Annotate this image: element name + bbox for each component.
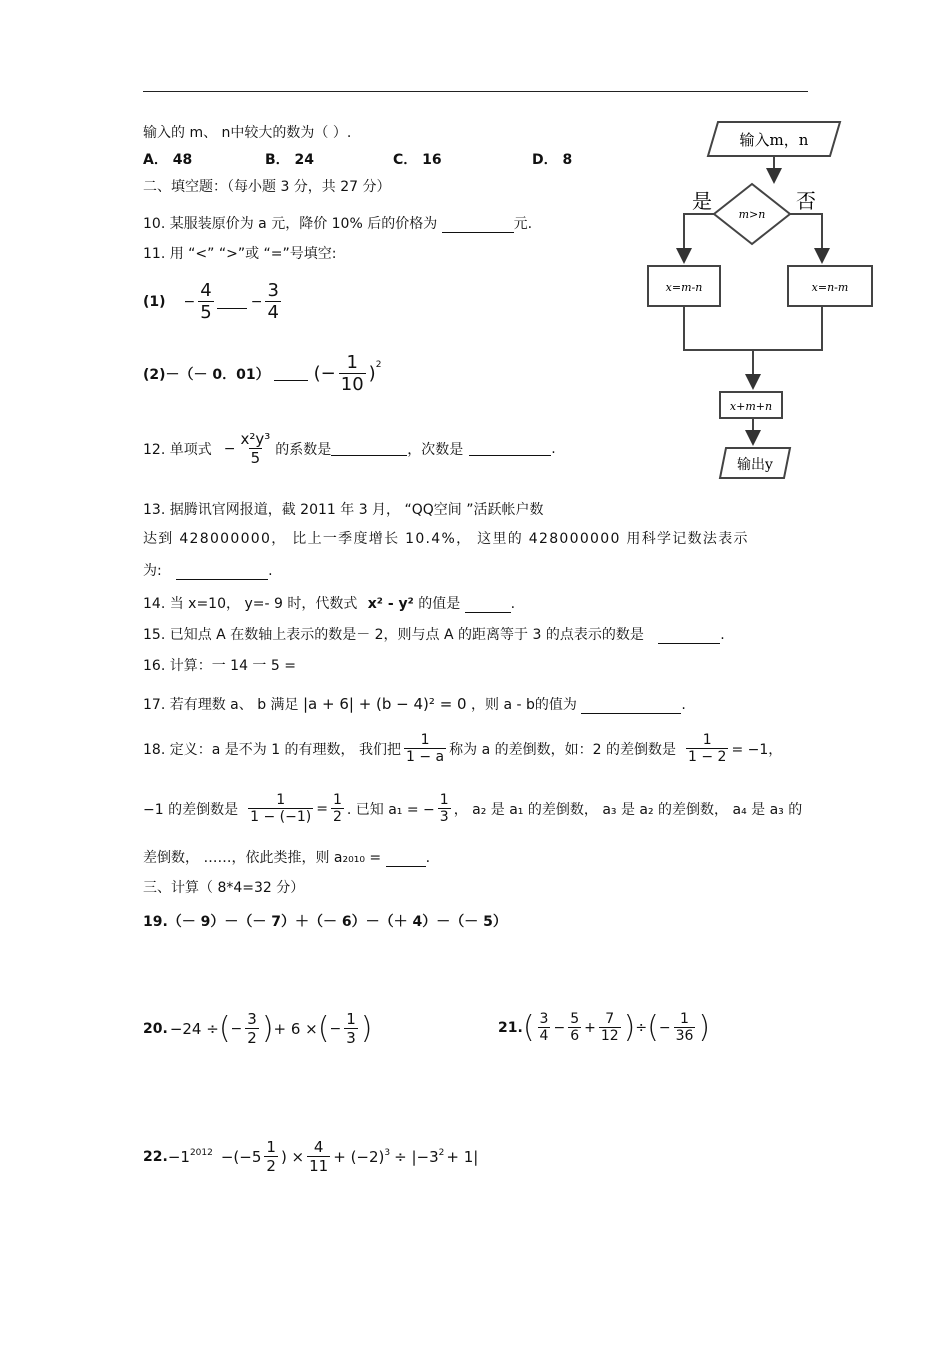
q12-mid2: ，次数是 (407, 441, 464, 458)
q15: 15. 已知点 A 在数轴上表示的数是－ 2，则与点 A 的距离等于 3 的点表示的数是 . (143, 627, 725, 643)
flowchart (640, 110, 880, 495)
q18-line3: 差倒数， ……，依此类推，则 a₂₀₁₀ = . (143, 850, 431, 866)
q11-part1-blank[interactable] (217, 294, 247, 309)
q17-prefix: 17. 若有理数 a、 b 满足 (143, 697, 299, 713)
q14: 14. 当 x=10， y=- 9 时，代数式 x² - y² 的值是 . (143, 596, 516, 612)
flow-yes-label: 是 (692, 189, 712, 213)
q10-answer-blank[interactable] (442, 218, 514, 233)
q18-fraction-5: $\frac{1}{3}$ (439, 792, 449, 825)
q19: 19.（－ 9）－（－ 7）＋（－ 6）－（＋ 4）－（－ 5） (143, 914, 507, 930)
q17-mid: ，则 a - b的值为 (471, 697, 577, 713)
top-rule (143, 91, 808, 92)
flow-arrow-yes (684, 214, 714, 260)
svg-text:m>n: m>n (738, 208, 766, 221)
q17: 17. 若有理数 a、 b 满足 |a + 6| + (b − 4)² = 0 ，则 a - b的值为 . (143, 695, 686, 713)
q9-option-b: B． 24 (265, 152, 315, 168)
q13-answer-blank[interactable] (176, 565, 268, 580)
q10-prefix: 10. 某服装原价为 a 元，降价 10% 后的价格为 (143, 216, 438, 232)
q18-line1: 18. 定义：a 是不为 1 的有理数， 我们把 $\frac{1}{1 - a}$ 称为 a 的差倒数，如：2 的差倒数是 $\frac{1}{1 - 2}$ = −1， (143, 732, 783, 765)
q20-fraction-2: $\frac{1}{3}$ (346, 1010, 356, 1047)
q21-fraction-2: $\frac{5}{6}$ (570, 1011, 580, 1044)
q14-prefix: 14. 当 x=10， y=- 9 时，代数式 (143, 596, 358, 612)
q13-line1: 13. 据腾讯官网报道，截 2011 年 3 月， “QQ空间 ”活跃帐户数 (143, 502, 544, 518)
q15-text: 15. 已知点 A 在数轴上表示的数是－ 2，则与点 A 的距离等于 3 的点表示的数是 (143, 627, 644, 643)
q18-fraction-1: $\frac{1}{1 - a}$ (406, 732, 445, 765)
q9-option-a: A． 48 (143, 152, 193, 168)
q11-part1: (1) − $\frac{4}{5}$ − $\frac{3}{4}$ (143, 280, 279, 323)
q20-fraction-1: $\frac{3}{2}$ (247, 1010, 257, 1047)
flow-decision-diamond (714, 184, 790, 244)
q11-fraction-b: $\frac{3}{4}$ (267, 280, 279, 323)
q18-answer-blank[interactable] (386, 852, 426, 867)
svg-text:x+m+n: x+m+n (729, 400, 773, 413)
q16-text: 16. 计算：一 14 一 5 = (143, 658, 296, 674)
flow-no-label: 否 (796, 189, 816, 213)
q21-fraction-3: $\frac{7}{12}$ (600, 1011, 619, 1044)
q10-suffix: 元. (513, 216, 533, 232)
flow-arrow-no (790, 214, 822, 260)
flow-right-box (788, 266, 872, 306)
q12-degree-blank[interactable] (469, 441, 551, 456)
svg-text:x=m-n: x=m-n (665, 281, 703, 294)
q13-line3: 为: . (143, 563, 273, 579)
q21-fraction-4: $\frac{1}{36}$ (675, 1011, 694, 1044)
q12-mid: 的系数是 (275, 441, 332, 458)
q9-option-c: C． 16 (393, 152, 442, 168)
flow-sum-box (720, 392, 782, 418)
q11-part2: (2)－（－ 0．01） (− $\frac{1}{10}$ ) $^2$ (143, 352, 382, 395)
q12-coefficient-blank[interactable] (331, 441, 407, 456)
q21-fraction-1: $\frac{3}{4}$ (539, 1011, 549, 1044)
q13-line2: 达到 428000000， 比上一季度增长 10.4%， 这里的 428000000 用科学记数法表示 (143, 531, 749, 547)
svg-text:输出y: 输出y (737, 457, 773, 473)
svg-text:x=n-m: x=n-m (811, 281, 849, 294)
q12: 12. 单项式 − $\frac{\text{x²y³}}{5}$ 的系数是 ，次数是 . (143, 430, 556, 467)
q11-text: 11. 用 “<” “>”或 “=”号填空: (143, 246, 337, 262)
q18-line2: −1 的差倒数是 $\frac{1}{1 - (-1)}$ = $\frac{1}{2}$ . 已知 a₁ = − $\frac{1}{3}$ ， a₂ 是 a₁ 的差倒数， a₃ 是 a₂ 的差倒数， a₄ 是 a₃ 的 (143, 792, 803, 825)
flow-left-box (648, 266, 720, 306)
q21: 21. ( $\frac{3}{4}$ − $\frac{5}{6}$ + $\frac{7}{12}$ ) ÷ ( − $\frac{1}{36}$ ) (498, 1010, 711, 1045)
q10 (143, 213, 532, 233)
q18-fraction-4: $\frac{1}{2}$ (332, 792, 342, 825)
q9-text: 输入的 m、 n中较大的数为（ ）. (143, 125, 352, 141)
q17-answer-blank[interactable] (581, 699, 681, 714)
q14-suffix: 的值是 (418, 596, 461, 612)
q11-part1-label: (1) (143, 293, 166, 310)
flow-input-box (708, 122, 840, 156)
q12-monomial: $\frac{\text{x²y³}}{5}$ (240, 430, 271, 467)
q22-fraction-2: $\frac{4}{11}$ (309, 1138, 329, 1175)
q22-fraction-1: $\frac{1}{2}$ (266, 1138, 276, 1175)
q15-answer-blank[interactable] (658, 629, 720, 644)
q22: 22. −1 $^{2012}$ −(−5 $\frac{1}{2}$ ) × $\frac{4}{11}$ + (−2) $^3$ ÷ |−3 $^2$ + 1| (143, 1138, 479, 1175)
section-3-heading: 三、计算（ 8*4=32 分） (143, 880, 305, 896)
q11-part2-label: (2)－（－ 0．01） (143, 366, 270, 383)
q9-option-d: D． 8 (532, 152, 573, 168)
q14-expression: x² - y² (367, 596, 414, 612)
q17-expression: |a + 6| + (b − 4)² = 0 (302, 695, 467, 713)
q14-answer-blank[interactable] (465, 598, 511, 613)
svg-text:输入m，n: 输入m，n (739, 131, 809, 149)
flow-output-box (720, 448, 790, 478)
q11-fraction-a: $\frac{4}{5}$ (200, 280, 212, 323)
q11-fraction-c: $\frac{1}{10}$ (340, 352, 364, 395)
flow-merge-line (684, 306, 822, 350)
q20: 20. −24 ÷ ( − $\frac{3}{2}$ ) + 6 × ( − $\frac{1}{3}$ ) (143, 1010, 373, 1047)
q18-fraction-2: $\frac{1}{1 - 2}$ (687, 732, 727, 765)
q18-fraction-3: $\frac{1}{1 - (-1)}$ (250, 792, 312, 825)
section-2-heading: 二、填空题：（每小题 3 分，共 27 分） (143, 179, 391, 195)
q11-part2-blank[interactable] (274, 366, 308, 381)
q12-prefix: 12. 单项式 (143, 441, 212, 458)
